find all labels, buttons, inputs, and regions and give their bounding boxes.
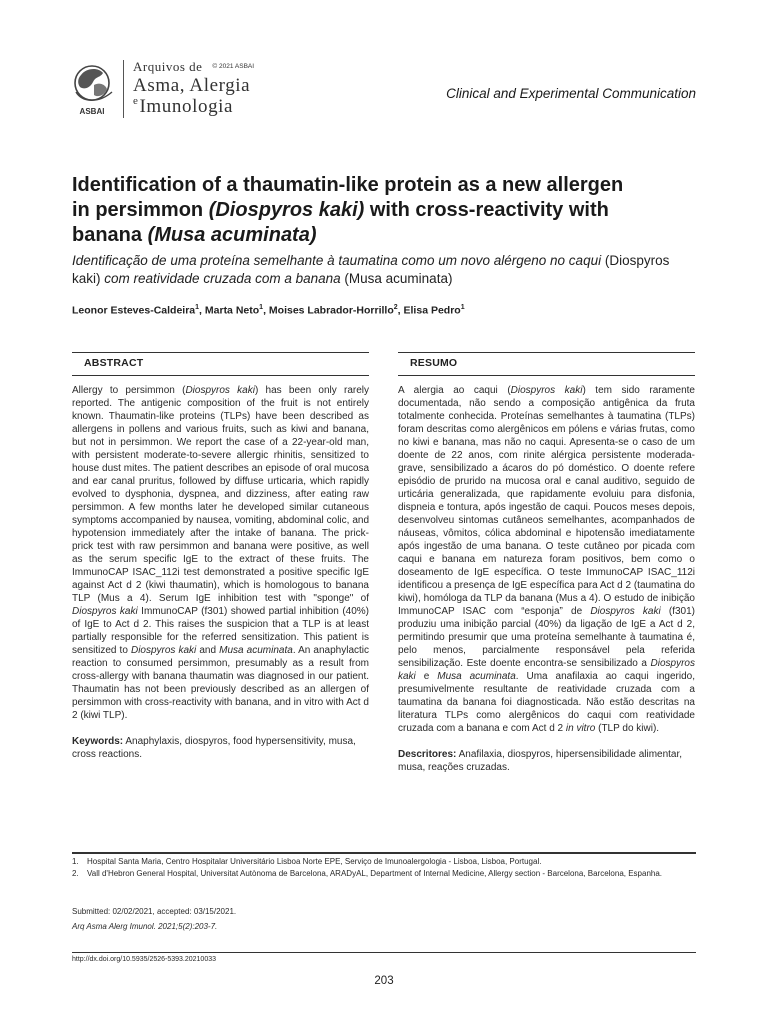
asbai-logo-icon bbox=[72, 62, 118, 118]
abstract-heading: ABSTRACT bbox=[72, 352, 369, 376]
journal-name-line2: Asma, Alergia bbox=[133, 75, 251, 96]
article-title-portuguese: Identificação de uma proteína semelhante à taumatina como um novo alérgeno no caqui (Diospyros kaki) com reatividade cruzada com a banana (Musa acuminata) bbox=[72, 253, 670, 286]
doi-divider bbox=[72, 952, 696, 953]
submission-dates: Submitted: 02/02/2021, accepted: 03/15/2021. bbox=[72, 907, 237, 916]
author-name: Marta Neto bbox=[204, 304, 260, 317]
author-affiliation-marker: 1 bbox=[195, 304, 200, 311]
abstract-text: Allergy to persimmon (Diospyros kaki) has been only rarely reported. The antigenic composition of the fruit is not entirely known. Thaumatin-like proteins (TLPs) have been described as allergens in pollens and various fruits, such as kiwi and banana, but not in persimmon. We report the case of a 22-year-old man, with persistent moderate-to-severe allergic rhinitis, sensitized to house dust mites. The patient describes an episode of oral mucosa and ear canal pruritus, followed by diffuse urticaria, which rapidly evolved to dysphonia, dyspnea, and dizziness, after eating raw persimmon. A few months later he developed similar cutaneous symptoms accompanied by nausea, vomiting, abdominal colic, and hypotension immediately after the intake of banana. The prick-prick test with raw persimmon and banana were positive, as well as the serum specific IgE to the extract of these fruits. The ImmunoCAP ISAC_112i test demonstrated a positive specific IgE against Act d 2 (kiwi thaumatin), which is homologous to banana TLP (Mus a 4). Serum IgE inhibition test with "sponge" of Diospyros kaki ImmunoCAP (f301) showed partial inhibition (40%) of IgE to Act d 2. This raises the suspicion that a TLP is at least partially responsible for the referred sensitization. This patient is sensitized to Diospyros kaki and Musa acuminata. An anaphylactic reaction to consumed persimmon, presumably as a result from cross-allergy with banana thaumatin was diagnosed in our patient. Thaumatin has not been previously described as an allergen of persimmon with cross-reactivity with banana, and in vitro with Act d 2 (kiwi TLP). bbox=[72, 385, 370, 721]
resumo-keywords: Descritores: Anafilaxia, diospyros, hipersensibilidade alimentar, musa, reações cruzadas. bbox=[398, 749, 683, 773]
resumo-section bbox=[398, 352, 695, 774]
article-title: Identification of a thaumatin-like protein as a new allergen in persimmon (Diospyros kaki) with cross-reactivity with banana (Musa acuminata) bbox=[72, 174, 624, 246]
resumo-heading: RESUMO bbox=[398, 352, 695, 376]
abstract-keywords: Keywords: Anaphylaxis, diospyros, food hypersensitivity, musa, cross reactions. bbox=[72, 736, 356, 760]
author-affiliation-marker: 2 bbox=[393, 304, 398, 311]
logo-text: ASBAI bbox=[79, 107, 105, 116]
journal-name-line1: Arquivos de $^{© 2021 ASBAI}$ bbox=[133, 59, 255, 74]
resumo-text: A alergia ao caqui (Diospyros kaki) tem sido raramente documentada, não sendo a composição antigênica da fruta totalmente conhecida. Proteínas semelhantes à taumatina (TLPs) foram descritas como alergênicos em pólens e várias frutas, como no kiwi e banana, mas não no caqui. Apresenta-se o caso de um doente de 22 anos, com rinite alérgica persistente moderada-grave, sensibilizado a ácaros do pó doméstico. O doente refere episódio de prurido na mucosa oral e canal auditivo, seguido de urticária generalizada, que rapidamente evoluiu para disfonia, dispneia e tontura, após ingestão de caqui. Poucos meses depois, desenvolveu sintomas cutâneos semelhantes, acompanhados de náuseas, vômitos, cólica abdominal e hipotensão imediatamente após ingestão de uma banana. O teste cutâneo por picada com caqui e banana em natureza foram positivos, bem como o doseamento de IgE específica. O teste ImmunoCAP ISAC_112i identificou a presença de IgE específica para Act d 2 (taumatina do kiwi), homóloga da TLP da banana (Mus a 4). O estudo de inibição ImmunoCAP ISAC com “esponja” de Diospyros kaki (f301) produziu uma inibição parcial (40%) da ligação de IgE a Act d 2, permitindo presumir que uma proteína semelhante à taumatina é, pelo menos, parcialmente responsável pela referida sensibilização. Este doente encontra-se sensibilizado a Diospyros kaki e Musa acuminata. Uma anafilaxia ao caqui ingerido, presumivelmente resultante de reatividade cruzada com a taumatina da banana foi diagnosticada. Não estão descritas na literatura TLPs como alergênicos do caqui com reatividade cruzada com a banana e com Act d 2 in vitro (TLP do kiwi). bbox=[398, 385, 695, 734]
article-section-type: Clinical and Experimental Communication bbox=[446, 86, 696, 101]
author-list: Leonor Esteves-Caldeira$^1$, Marta Neto$^1$, Moises Labrador-Horrillo$^2$, Elisa Pedro$^1$ bbox=[72, 304, 465, 317]
author-affiliation-marker: 1 bbox=[460, 304, 465, 311]
author-name: Elisa Pedro bbox=[403, 304, 461, 317]
author-name: Leonor Esteves-Caldeira bbox=[72, 304, 196, 317]
author-name: Moises Labrador-Horrillo bbox=[268, 304, 394, 317]
affiliations bbox=[72, 856, 696, 879]
affiliation-item: 1. Hospital Santa Maria, Centro Hospitalar Universitário Lisboa Norte EPE, Serviço de Imunoalergologia - Lisboa, Lisboa, Portugal. bbox=[72, 857, 542, 866]
author-affiliation-marker: 1 bbox=[259, 304, 264, 311]
abstract-section bbox=[72, 352, 369, 761]
doi-link[interactable]: http://dx.doi.org/10.5935/2526-5393.20210033 bbox=[72, 956, 217, 963]
page-number: 203 bbox=[374, 975, 394, 987]
footnote-divider bbox=[72, 852, 696, 854]
citation: Arq Asma Alerg Imunol. 2021;5(2):203-7. bbox=[72, 922, 218, 931]
copyright-notice: © 2021 ASBAI bbox=[212, 63, 255, 70]
journal-name-line3: $^e$Imunologia bbox=[133, 95, 234, 117]
affiliation-item: 2. Vall d'Hebron General Hospital, Universitat Autònoma de Barcelona, ARADyAL, Department of Internal Medicine, Allergy section - Barcelona, Barcelona, Espanha. bbox=[72, 868, 663, 878]
logo-divider bbox=[123, 60, 124, 118]
journal-name bbox=[133, 60, 254, 116]
